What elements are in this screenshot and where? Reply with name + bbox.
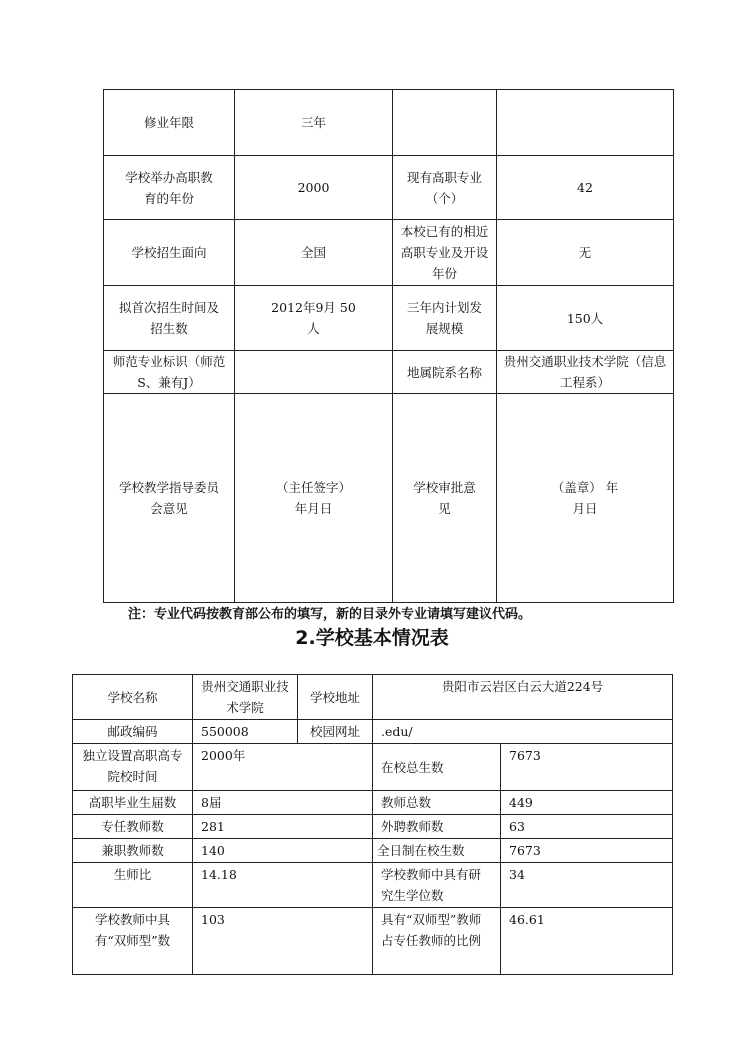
label-cell: 三年内计划发展规模	[393, 286, 497, 351]
label-cell: 学校名称	[73, 675, 193, 720]
label-cell: 专任教师数	[73, 815, 193, 839]
table-row	[104, 394, 674, 603]
value-cell: 7673	[501, 839, 673, 863]
value-cell: 2000年	[193, 744, 373, 791]
label-cell: 地属院系名称	[393, 351, 497, 394]
value-cell: 无	[497, 220, 674, 286]
table-row	[104, 90, 674, 156]
label-cell: 具有“双师型”教师占专任教师的比例	[373, 908, 501, 975]
table-row	[73, 839, 673, 863]
table-row	[73, 720, 673, 744]
label-cell: 修业年限	[104, 90, 235, 156]
value-cell: 46.61	[501, 908, 673, 975]
value-cell: 贵州交通职业技术学院	[193, 675, 298, 720]
value-cell	[497, 90, 674, 156]
label-cell: 本校已有的相近高职专业及开设年份	[393, 220, 497, 286]
value-cell: 三年	[235, 90, 393, 156]
label-cell: 教师总数	[373, 791, 501, 815]
value-cell: 34	[501, 863, 673, 908]
value-cell: .edu/	[373, 720, 673, 744]
table-row	[104, 351, 674, 394]
label-cell: 在校总生数	[373, 744, 501, 791]
label-cell: 邮政编码	[73, 720, 193, 744]
label-cell: 学校地址	[298, 675, 373, 720]
value-cell: 贵阳市云岩区白云大道224号	[373, 675, 673, 720]
label-cell: 现有高职专业（个）	[393, 156, 497, 220]
value-cell: 63	[501, 815, 673, 839]
label-cell: 生师比	[73, 863, 193, 908]
signature-cell: （主任签字） 年月日	[235, 394, 393, 603]
label-cell: 独立设置高职高专院校时间	[73, 744, 193, 791]
value-cell: 2012年9月 50人	[235, 286, 393, 351]
label-cell: 校园网址	[298, 720, 373, 744]
label-cell: 拟首次招生时间及招生数	[104, 286, 235, 351]
school-basic-info-table	[72, 674, 673, 975]
table-row	[73, 675, 673, 720]
value-cell: 14.18	[193, 863, 373, 908]
label-cell: 高职毕业生届数	[73, 791, 193, 815]
value-cell: 8届	[193, 791, 373, 815]
label-cell: 学校审批意见	[393, 394, 497, 603]
value-cell: 150人	[497, 286, 674, 351]
value-cell: 2000	[235, 156, 393, 220]
value-cell: 42	[497, 156, 674, 220]
value-cell: 103	[193, 908, 373, 975]
table-row	[73, 791, 673, 815]
value-cell: 贵州交通职业技术学院（信息工程系）	[497, 351, 674, 394]
table-row	[73, 815, 673, 839]
value-cell: 550008	[193, 720, 298, 744]
value-cell: 全国	[235, 220, 393, 286]
label-cell: 学校教学指导委员会意见	[104, 394, 235, 603]
table-row	[73, 908, 673, 975]
label-cell: 学校招生面向	[104, 220, 235, 286]
table-row	[104, 286, 674, 351]
label-cell: 学校教师中具有研究生学位数	[373, 863, 501, 908]
table-row	[73, 863, 673, 908]
major-info-table	[103, 89, 674, 603]
table-row	[104, 156, 674, 220]
label-cell: 兼职教师数	[73, 839, 193, 863]
label-cell: 学校教师中具有“双师型”数	[73, 908, 193, 975]
section-title: 2.学校基本情况表	[295, 627, 449, 649]
value-cell: 7673	[501, 744, 673, 791]
value-cell	[235, 351, 393, 394]
value-cell: 140	[193, 839, 373, 863]
label-cell: 学校举办高职教育的年份	[104, 156, 235, 220]
footnote: 注：专业代码按教育部公布的填写，新的目录外专业请填写建议代码。	[128, 607, 532, 622]
table-row	[104, 220, 674, 286]
label-cell: 师范专业标识（师范S、兼有J）	[104, 351, 235, 394]
label-cell: 外聘教师数	[373, 815, 501, 839]
label-cell: 全日制在校生数	[373, 839, 501, 863]
value-cell: 281	[193, 815, 373, 839]
value-cell: 449	[501, 791, 673, 815]
table-row	[73, 744, 673, 791]
stamp-cell: （盖章） 年月日	[497, 394, 674, 603]
label-cell	[393, 90, 497, 156]
